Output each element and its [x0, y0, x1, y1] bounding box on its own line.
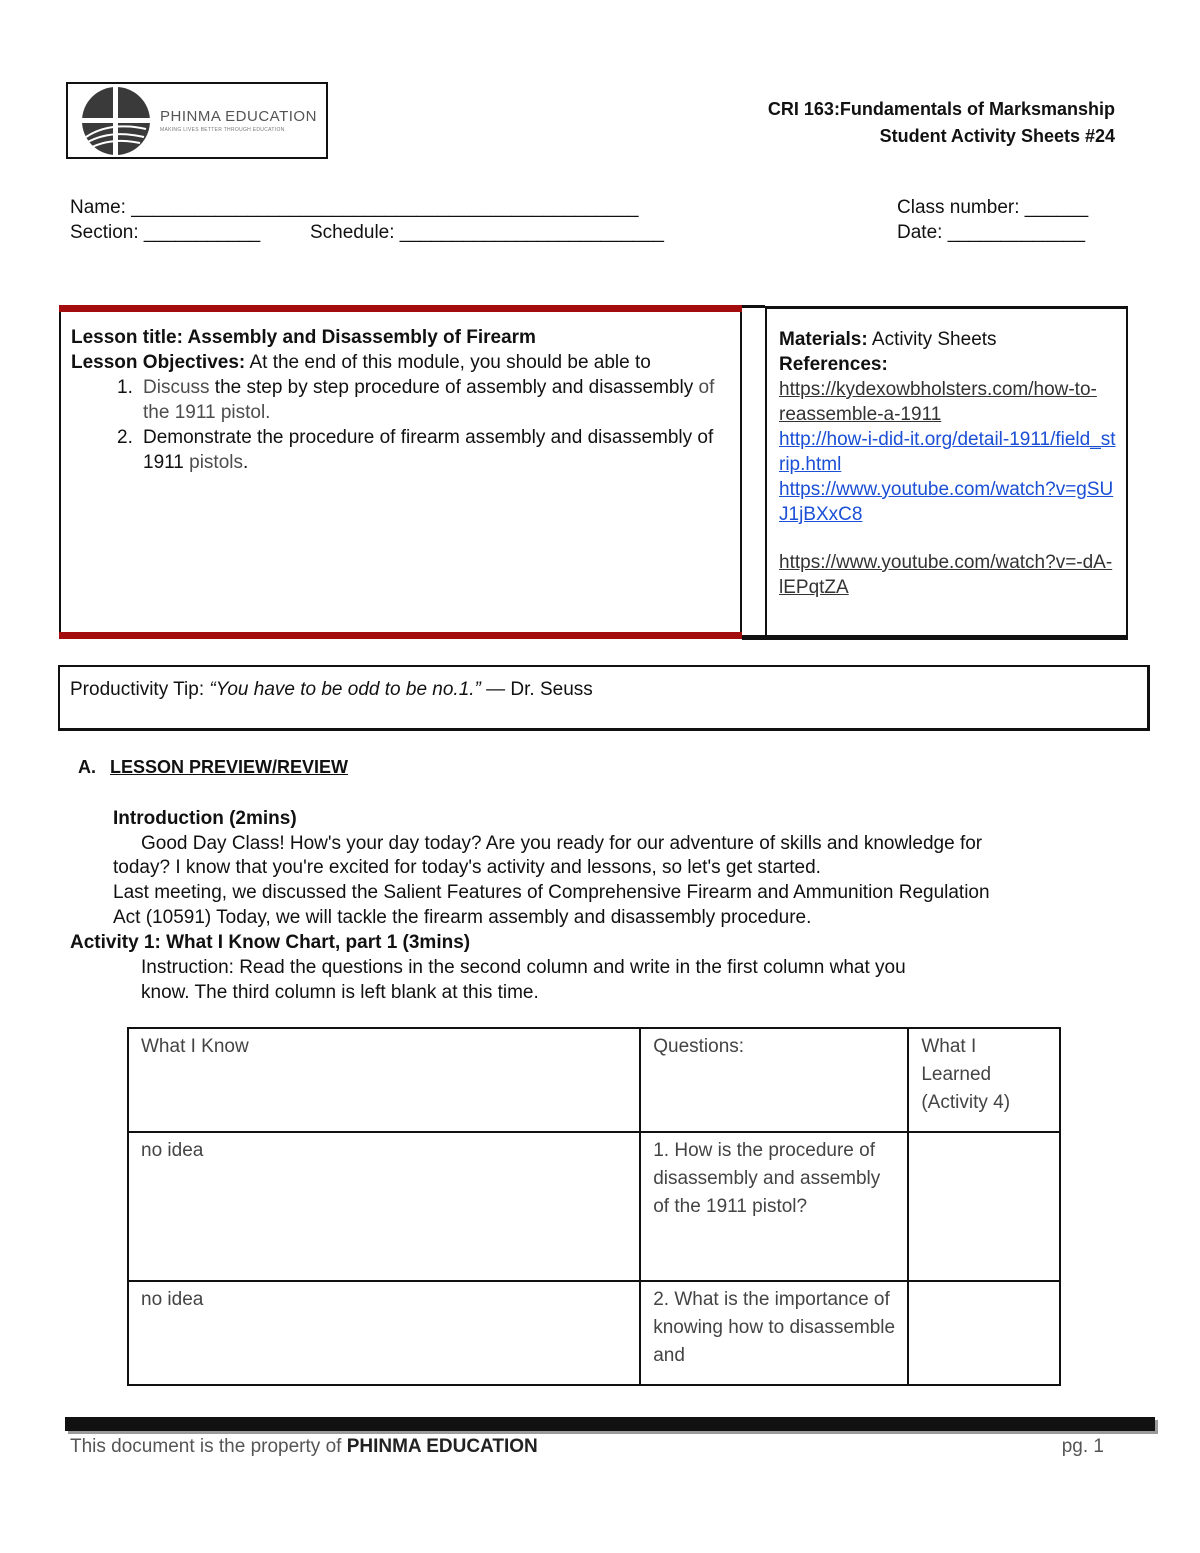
productivity-tip — [58, 665, 1150, 731]
intro-text: today? I know that you're excited for today's activity and lessons, so let's get started. — [113, 857, 821, 878]
table-header-row — [128, 1028, 1060, 1132]
objective-item — [71, 375, 726, 425]
date-field[interactable]: Date: _____________ — [897, 222, 1086, 243]
footer-property-text: This document is the property of — [70, 1436, 347, 1457]
course-title: CRI 163:Fundamentals of Marksmanship — [767, 99, 1115, 119]
question-cell: 1. How is the procedure of disassembly and assembly of the 1911 pistol? — [640, 1132, 908, 1281]
objective-text: Discuss — [143, 377, 210, 398]
lesson-title: Lesson title: Assembly and Disassembly of Firearm — [71, 327, 536, 348]
page-number: pg. 1 — [1061, 1436, 1104, 1457]
objective-text: . — [243, 452, 249, 473]
document-header — [768, 96, 1115, 150]
objective-item — [71, 425, 726, 475]
objective-text: pistols — [189, 452, 243, 473]
reference-link[interactable]: https://www.youtube.com/watch?v=-dA-lEPqtZA — [779, 552, 1113, 598]
intro-text: Good Day Class! How's your day today? Are you ready for our adventure of skills and knowledge for — [141, 833, 983, 854]
objective-number: 1. — [117, 377, 133, 398]
learned-cell[interactable] — [908, 1281, 1060, 1385]
objectives-intro: At the end of this module, you should be able to — [245, 352, 651, 373]
table-row — [128, 1281, 1060, 1385]
what-i-know-chart — [127, 1027, 1061, 1386]
know-cell[interactable]: no idea — [128, 1132, 640, 1281]
tip-author: — Dr. Seuss — [480, 679, 593, 700]
red-divider — [59, 632, 742, 639]
schedule-field[interactable]: Schedule: _________________________ — [310, 222, 664, 243]
name-field[interactable]: Name: ________________________________________________ — [70, 197, 639, 218]
activity-heading: Activity 1: What I Know Chart, part 1 (3mins) — [70, 932, 471, 953]
activity-instruction: Instruction: Read the questions in the second column and write in the first column what you — [141, 957, 906, 978]
introduction-heading: Introduction (2mins) — [113, 808, 297, 829]
materials-value: Activity Sheets — [867, 329, 997, 350]
column-header: What I Learned (Activity 4) — [908, 1028, 1060, 1132]
question-cell: 2. What is the importance of knowing how to disassemble and — [640, 1281, 908, 1385]
objective-text: the step by step procedure of assembly and disassembly — [209, 377, 699, 398]
column-header: Questions: — [640, 1028, 908, 1132]
logo — [66, 82, 328, 159]
objectives-label: Lesson Objectives: — [71, 352, 246, 373]
lesson-box — [59, 305, 742, 639]
class-number-field[interactable]: Class number: ______ — [897, 197, 1089, 218]
footer-owner: PHINMA EDUCATION — [346, 1436, 538, 1457]
know-cell[interactable]: no idea — [128, 1281, 640, 1385]
sheet-title: Student Activity Sheets #24 — [879, 126, 1115, 146]
reference-link-text[interactable]: https://kydexowbholsters.com/how-to-reassemble-a-1911 — [779, 379, 1097, 425]
reference-link[interactable] — [779, 377, 1116, 427]
section-field[interactable]: Section: ___________ — [70, 222, 261, 243]
column-header: What I Know — [128, 1028, 640, 1132]
intro-text: Last meeting, we discussed the Salient Features of Comprehensive Firearm and Ammunition Regulation — [113, 882, 990, 903]
materials-box — [765, 306, 1128, 640]
references-label: References: — [779, 354, 888, 375]
tip-quote: “You have to be odd to be no.1.” — [209, 679, 481, 700]
objective-text: of the 1911 pistol. — [143, 377, 715, 423]
lesson-objectives — [71, 350, 726, 375]
logo-name: PHINMA EDUCATION — [160, 108, 317, 125]
box-gap — [742, 305, 765, 640]
logo-tagline: MAKING LIVES BETTER THROUGH EDUCATION — [160, 127, 285, 133]
footer-bar — [65, 1417, 1155, 1431]
materials-label: Materials: — [779, 329, 868, 350]
activity-instruction: know. The third column is left blank at this time. — [141, 982, 539, 1003]
materials-line — [779, 327, 1116, 352]
intro-text: Act (10591) Today, we will tackle the firearm assembly and disassembly procedure. — [113, 907, 812, 928]
section-heading — [78, 757, 348, 778]
objective-text: Demonstrate the procedure of firearm assembly and disassembly of 1911 — [143, 427, 714, 473]
objective-number: 2. — [117, 427, 133, 448]
section-letter: A. — [78, 757, 96, 777]
tip-label: Productivity Tip: — [70, 679, 210, 700]
red-divider — [59, 305, 742, 312]
footer-text — [70, 1436, 538, 1458]
logo-icon — [80, 85, 152, 157]
reference-link[interactable]: http://how-i-did-it.org/detail-1911/field_strip.html — [779, 429, 1116, 475]
learned-cell[interactable] — [908, 1132, 1060, 1281]
section-title: LESSON PREVIEW/REVIEW — [110, 757, 349, 777]
table-row — [128, 1132, 1060, 1281]
reference-link[interactable]: https://www.youtube.com/watch?v=gSUJ1jBXxC8 — [779, 479, 1114, 525]
